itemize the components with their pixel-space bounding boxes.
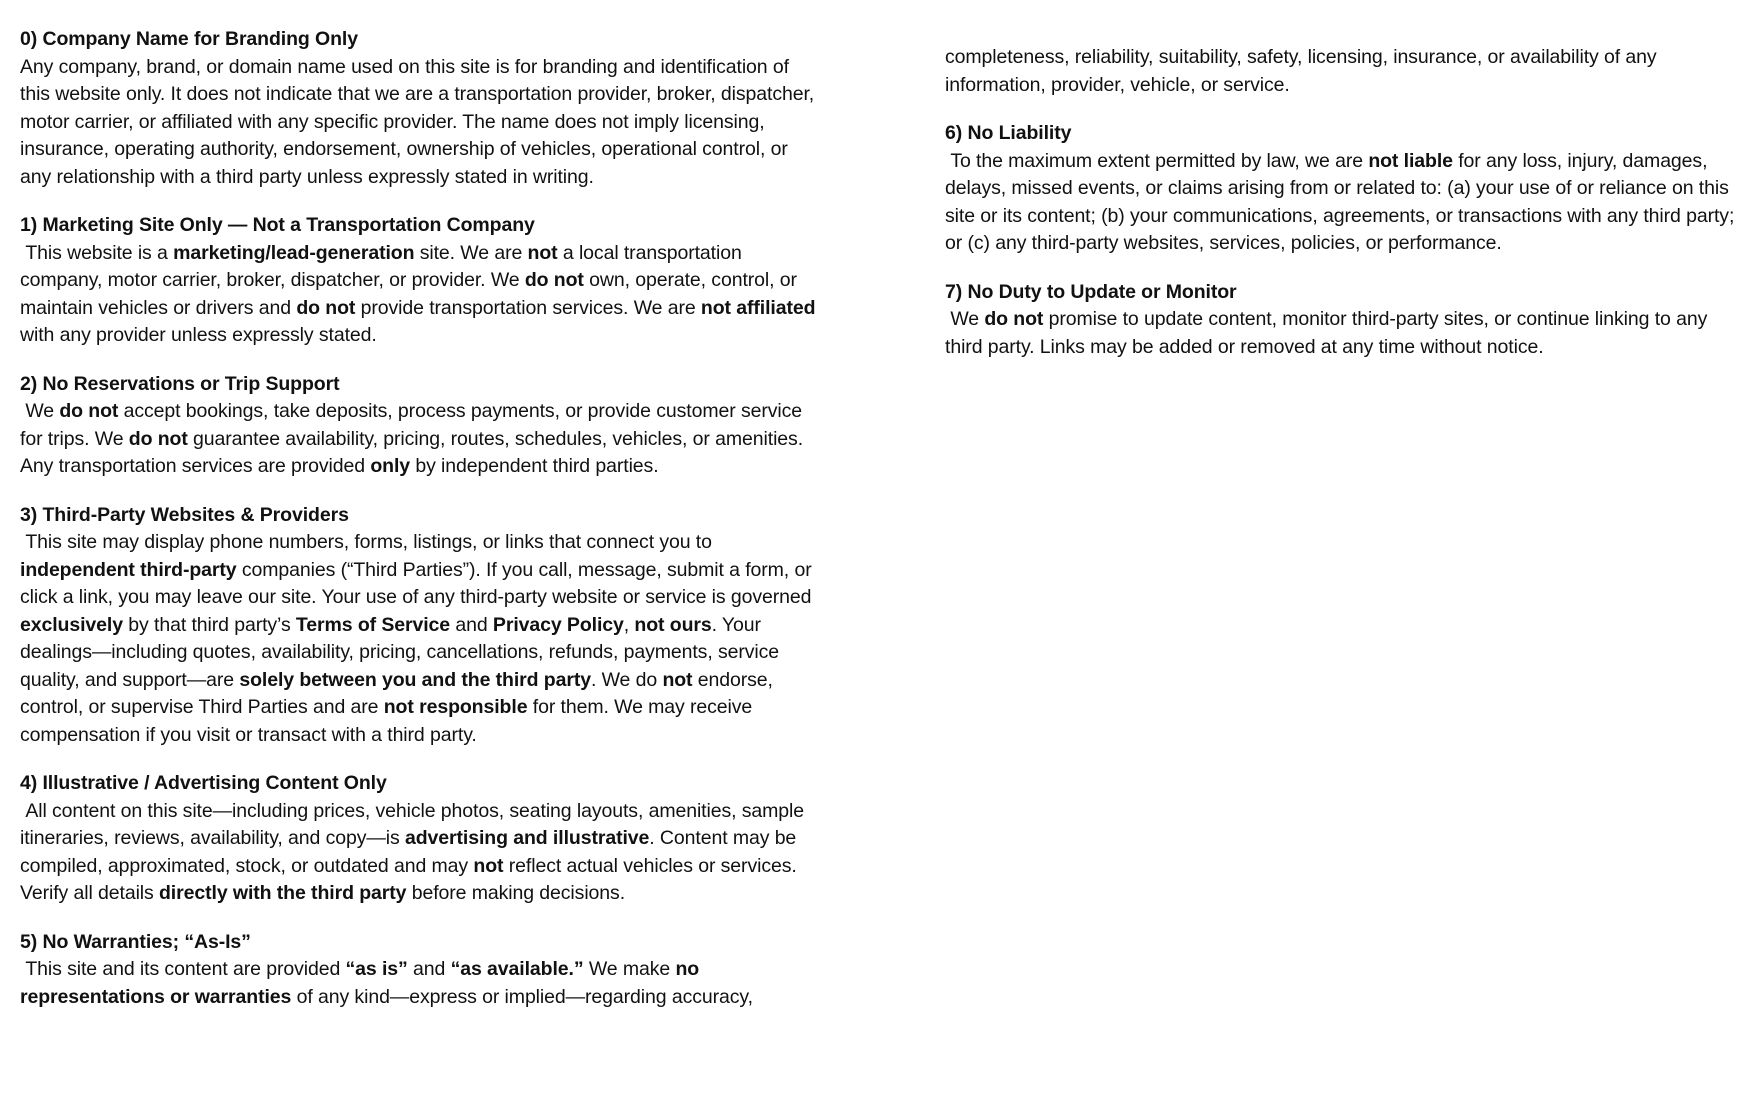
section-heading: 7) No Duty to Update or Monitor — [945, 280, 1237, 303]
bold-text: “as available.” — [450, 958, 584, 980]
bold-text: do not — [296, 296, 356, 319]
bold-text: “as is” — [345, 958, 408, 980]
section-body: To the maximum extent permitted by law, we are not liable for any loss, injury, damages, delays, missed events, or claims arising from or related to: (a) your use of or reliance on this site or its content; (b) your communications, agreements, or transactions with any third party; or (c) any third-party websites, services, policies, or performance. — [945, 149, 1740, 254]
section-heading: 1) Marketing Site Only — Not a Transportation Company — [20, 214, 535, 236]
disclaimer-section — [20, 371, 820, 481]
section-heading: 2) No Reservations or Trip Support — [20, 372, 340, 395]
section-heading: 3) Third-Party Websites & Providers — [20, 503, 349, 526]
text-column-1 — [20, 26, 820, 1011]
bold-text: do not — [524, 269, 584, 291]
bold-text: not ours — [634, 613, 712, 636]
bold-text: only — [370, 455, 411, 477]
disclaimer-section — [20, 929, 820, 1012]
bold-text: not — [473, 854, 504, 877]
disclaimer-section — [20, 502, 820, 750]
section-heading: 0) Company Name for Branding Only — [20, 28, 358, 50]
section-body: We do not promise to update content, monitor third-party sites, or continue linking to any third party. Links may be added or removed at any time without notice. — [945, 308, 1713, 358]
text-column-2 — [945, 26, 1745, 361]
bold-text: not — [527, 241, 558, 264]
disclaimer-section — [945, 44, 1745, 99]
section-body: completeness, reliability, suitability, safety, licensing, insurance, or availability of any information, provider, vehicle, or service. — [945, 46, 1662, 96]
disclaimer-section — [20, 212, 820, 350]
disclaimer-section — [20, 770, 820, 908]
bold-text: independent third-party — [20, 558, 237, 581]
bold-text: do not — [59, 400, 119, 422]
disclaimer-section — [945, 120, 1745, 258]
section-heading: 4) Illustrative / Advertising Content Only — [20, 772, 387, 794]
section-body: All content on this site—including prices, vehicle photos, seating layouts, amenities, sample itineraries, reviews, availability, and copy—is advertising and illustrative. Content may be compiled, approximated, stock, or outdated and may not reflect actual vehicles or services. Verify all details directly with the third party before making decisions. — [20, 799, 810, 904]
bold-text: advertising and illustrative — [405, 827, 650, 849]
bold-text: do not — [984, 308, 1044, 330]
disclaimer-columns — [20, 26, 1752, 1011]
section-heading: 5) No Warranties; “As-Is” — [20, 930, 251, 953]
section-body: We do not accept bookings, take deposits, process payments, or provide customer service for trips. We do not guarantee availability, pricing, routes, schedules, vehicles, or amenities. Any transportation services are provided only by independent third parties. — [20, 400, 808, 477]
bold-text: no representations or warranties — [20, 958, 705, 1008]
section-body: This website is a marketing/lead-generation site. We are not a local transportation company, motor carrier, broker, dispatcher, or provider. We do not own, operate, control, or maintain vehicles or drivers and do not provide transportation services. We are not affiliated with any provider unless expressly stated. — [20, 241, 821, 346]
section-body: This site and its content are provided “as is” and “as available.” We make no representations or warranties of any kind—express or implied—regarding accuracy, — [20, 958, 753, 1008]
bold-text: do not — [128, 427, 188, 450]
section-heading: 6) No Liability — [945, 122, 1072, 144]
bold-text: Terms of Service — [295, 613, 451, 636]
bold-text: not liable — [1368, 149, 1453, 172]
bold-text: marketing/lead-generation — [173, 241, 415, 264]
disclaimer-section — [945, 279, 1745, 362]
bold-text: not — [662, 668, 693, 691]
disclaimer-section — [20, 26, 820, 191]
section-body: Any company, brand, or domain name used on this site is for branding and identification of this website only. It does not indicate that we are a transportation provider, broker, dispatcher, motor carrier, or affiliated with any specific provider. The name does not imply licensing, insurance, operating authority, endorsement, ownership of vehicles, operational control, or any relationship with a third party unless expressly stated in writing. — [20, 55, 820, 188]
bold-text: not affiliated — [700, 296, 816, 319]
section-body: This site may display phone numbers, forms, listings, or links that connect you to independent third-party companies (“Third Parties”). If you call, message, submit a form, or click a link, you may leave our site. Your use of any third-party website or service is governed exclusively by that third party’s Terms of Service and Privacy Policy, not ours. Your dealings—including quotes, availability, pricing, cancellations, refunds, payments, service quality, and support—are solely between you and the third party. We do not endorse, control, or supervise Third Parties and are not responsible for them. We may receive compensation if you visit or transact with a third party. — [20, 531, 817, 746]
bold-text: directly with the third party — [159, 882, 407, 904]
bold-text: Privacy Policy — [492, 613, 624, 636]
bold-text: solely between you and the third party — [239, 668, 591, 691]
bold-text: exclusively — [20, 613, 123, 636]
bold-text: not responsible — [383, 696, 528, 718]
